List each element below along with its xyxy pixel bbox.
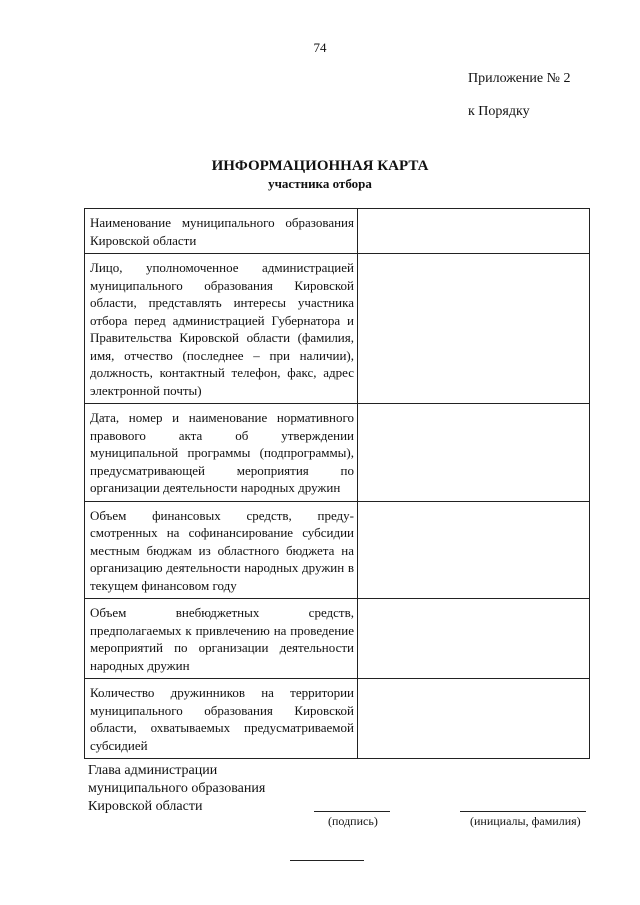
row-value-field[interactable]	[358, 599, 590, 679]
footer-divider	[290, 860, 364, 861]
row-label-volunteer-count: Количество дружинников на территории муниципального образования Кировской области, охватываемых предусматриваемой субсидией	[85, 679, 358, 759]
row-value-field[interactable]	[358, 254, 590, 404]
document-title: ИНФОРМАЦИОННАЯ КАРТА	[211, 158, 429, 174]
signatory-title-line1: Глава администрации	[88, 763, 218, 778]
signatory-title-line2: муниципального образования	[88, 781, 266, 796]
table-row	[85, 209, 590, 254]
row-label-authorized-person: Лицо, уполномоченное администрацией муниципального образования Кировской области, представлять интересы участника отбора перед администрацией Губернатора и Правительства Кировской области (фамилия, имя, отчество (последнее – при наличии), должность, контактный телефон, факс, адрес электронной почты)	[85, 254, 358, 404]
row-label-cofinancing-amount: Объем финансовых средств, преду-смотренных на софинансирование субсидии местным бюджам из областного бюджета на организацию деятельности народных дружин в текущем финансовом году	[85, 501, 358, 599]
appendix-number: Приложение № 2	[468, 71, 571, 86]
name-caption: (инициалы, фамилия)	[470, 814, 581, 828]
info-card-table	[84, 208, 590, 759]
signature-line[interactable]	[314, 811, 390, 812]
table-row	[85, 254, 590, 404]
row-label-municipality-name: Наименование муниципального образования Кировской области	[85, 209, 358, 254]
table-row	[85, 404, 590, 502]
row-label-legal-act: Дата, номер и наименование нормативного правового акта об утверждении муниципальной программы (подпрограммы), предусматривающей мероприятия по организации деятельности народных дружин	[85, 404, 358, 502]
signatory-block	[88, 762, 265, 816]
name-line[interactable]	[460, 811, 586, 812]
table-row	[85, 679, 590, 759]
page-number: 74	[313, 40, 327, 55]
row-label-extrabudgetary-funds: Объем внебюджетных средств, предполагаемых к привлечению на проведение мероприятий по организации деятельности народных дружин	[85, 599, 358, 679]
signatory-title-line3: Кировской области	[88, 799, 203, 814]
table-row	[85, 501, 590, 599]
row-value-field[interactable]	[358, 501, 590, 599]
row-value-field[interactable]	[358, 679, 590, 759]
table-row	[85, 599, 590, 679]
document-subtitle: участника отбора	[268, 176, 372, 191]
signature-caption: (подпись)	[328, 814, 378, 828]
row-value-field[interactable]	[358, 209, 590, 254]
row-value-field[interactable]	[358, 404, 590, 502]
appendix-reference: к Порядку	[468, 104, 530, 119]
